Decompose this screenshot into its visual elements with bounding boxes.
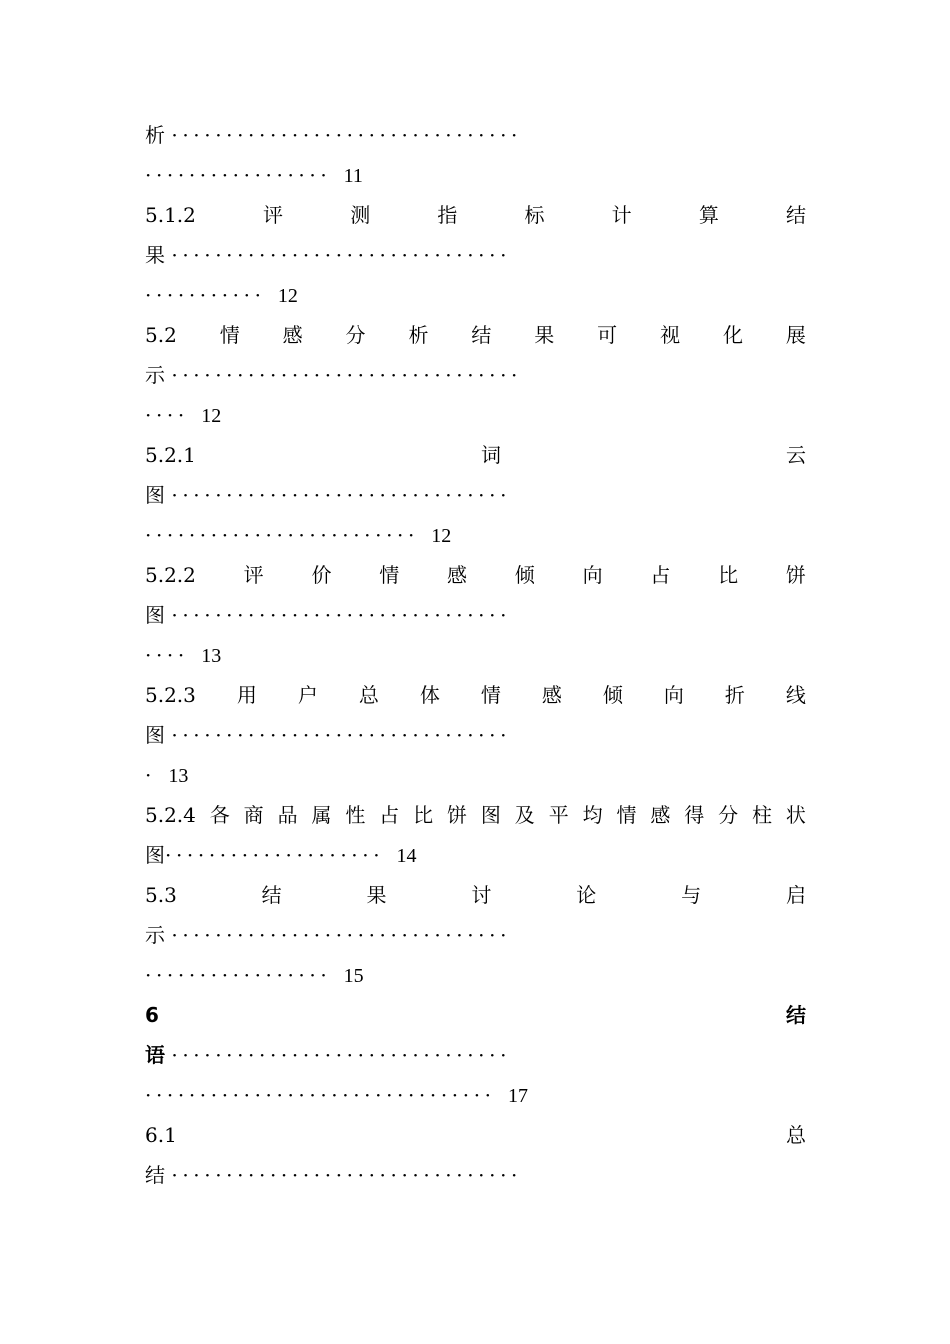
toc-char: 折: [724, 683, 745, 707]
toc-line: [145, 115, 806, 155]
toc-entry-6[interactable]: [145, 995, 806, 1035]
toc-char: 果: [534, 323, 555, 347]
toc-text: 示: [145, 363, 165, 387]
toc-char: 结: [786, 1003, 806, 1027]
toc-line: [145, 1075, 806, 1115]
leader-dots: ·························: [145, 523, 419, 547]
toc-line: [145, 355, 806, 395]
leader-dots: ·······························: [171, 243, 512, 267]
toc-char: 算: [698, 203, 719, 227]
toc-char: 状: [785, 803, 806, 827]
toc-char: 化: [722, 323, 743, 347]
toc-text: 图: [145, 843, 165, 867]
toc-char: 词: [480, 443, 501, 467]
toc-line: [145, 595, 806, 635]
toc-char: 价: [311, 563, 332, 587]
toc-char: 析: [408, 323, 429, 347]
toc-char: 感: [541, 683, 562, 707]
page-number[interactable]: 17: [508, 1085, 528, 1107]
toc-char: 倾: [514, 563, 535, 587]
page-number[interactable]: 12: [277, 285, 298, 307]
toc-char: 分: [345, 323, 366, 347]
toc-char: 感: [650, 803, 671, 827]
toc-char: 性: [345, 803, 366, 827]
toc-char: 总: [358, 683, 379, 707]
leader-dots: ····················: [165, 843, 385, 867]
toc-line: [145, 755, 806, 795]
toc-char: 结: [261, 883, 282, 907]
toc-char: 饼: [447, 803, 468, 827]
toc-char: 线: [785, 683, 806, 707]
toc-char: 与: [681, 883, 702, 907]
toc-text: 结: [145, 1163, 165, 1187]
toc-char: 平: [548, 803, 569, 827]
toc-number: 5.2.3: [145, 683, 196, 707]
page-number[interactable]: 13: [201, 645, 222, 667]
toc-char: 视: [660, 323, 681, 347]
leader-dots: ·······························: [171, 923, 512, 947]
toc-char: 图: [480, 803, 501, 827]
toc-char: 品: [277, 803, 298, 827]
toc-entry-5-1-2[interactable]: [145, 195, 806, 235]
leader-dots: ····: [145, 643, 189, 667]
toc-char: 各: [209, 803, 230, 827]
page-number[interactable]: 15: [343, 965, 364, 987]
toc-char: 柱: [752, 803, 773, 827]
toc-text: 析: [145, 123, 165, 147]
toc-char: 计: [611, 203, 632, 227]
toc-char: 比: [718, 563, 739, 587]
toc-line: [145, 475, 806, 515]
toc-char: 饼: [785, 563, 806, 587]
toc-char: 结: [785, 203, 806, 227]
toc-number: 5.2.4: [145, 803, 196, 827]
toc-char: 属: [311, 803, 332, 827]
toc-entry-5-2[interactable]: [145, 315, 806, 355]
toc-entry-5-2-3[interactable]: [145, 675, 806, 715]
toc-char: 果: [366, 883, 387, 907]
toc-entry-5-3[interactable]: [145, 875, 806, 915]
toc-char: 评: [263, 203, 284, 227]
toc-char: 情: [379, 563, 400, 587]
toc-entry-6-1[interactable]: [145, 1115, 806, 1155]
leader-dots: ································: [171, 123, 522, 147]
toc-number: 6.1: [145, 1123, 177, 1147]
toc-char: 结: [471, 323, 492, 347]
toc-line: [145, 275, 806, 315]
toc-char: 启: [785, 883, 806, 907]
toc-char: 向: [663, 683, 684, 707]
toc-number: 5.1.2: [145, 203, 196, 227]
toc-char: 测: [350, 203, 371, 227]
leader-dots: ·······························: [171, 603, 512, 627]
toc-char: 情: [219, 323, 240, 347]
toc-text: 图: [145, 483, 165, 507]
toc-line: [145, 515, 806, 555]
leader-dots: ···········: [145, 283, 266, 307]
toc-text: 示: [145, 923, 165, 947]
toc-char: 占: [379, 803, 400, 827]
toc-line: [145, 955, 806, 995]
toc-char: 商: [243, 803, 264, 827]
toc-number: 5.2: [145, 323, 177, 347]
leader-dots: ································: [145, 1083, 496, 1107]
toc-char: 得: [684, 803, 705, 827]
leader-dots: ································: [171, 1163, 522, 1187]
page-number[interactable]: 12: [431, 525, 452, 547]
toc-char: 向: [582, 563, 603, 587]
toc-text: 果: [145, 243, 165, 267]
toc-number: 5.2.2: [145, 563, 196, 587]
toc-char: 及: [514, 803, 535, 827]
toc-line: [145, 395, 806, 435]
toc-char: 讨: [471, 883, 492, 907]
toc-char: 情: [616, 803, 637, 827]
leader-dots: ·················: [145, 163, 332, 187]
leader-dots: ·: [145, 763, 156, 787]
toc-line: [145, 1155, 806, 1195]
toc-char: 标: [524, 203, 545, 227]
toc-line: [145, 155, 806, 195]
toc-char: 指: [437, 203, 458, 227]
toc-char: 总: [786, 1123, 806, 1147]
toc-char: 比: [413, 803, 434, 827]
toc-entry-5-2-4[interactable]: [145, 795, 806, 835]
toc-text: 图: [145, 603, 165, 627]
toc-line: [145, 715, 806, 755]
leader-dots: ·······························: [171, 483, 512, 507]
page-number[interactable]: 11: [343, 165, 363, 187]
toc-char: 展: [785, 323, 806, 347]
page-number[interactable]: 12: [201, 405, 222, 427]
toc-char: 评: [243, 563, 264, 587]
toc-char: 用: [236, 683, 257, 707]
toc-number: 5.2.1: [145, 443, 196, 467]
toc-char: 体: [419, 683, 440, 707]
toc-char: 倾: [602, 683, 623, 707]
toc-text: 语: [145, 1043, 165, 1067]
toc-char: 情: [480, 683, 501, 707]
toc-line: [145, 915, 806, 955]
leader-dots: ·······························: [171, 723, 512, 747]
toc-line: [145, 835, 806, 875]
toc-char: 感: [282, 323, 303, 347]
toc-char: 论: [576, 883, 597, 907]
toc-text: 图: [145, 723, 165, 747]
toc-number: 6: [145, 1003, 159, 1027]
toc-entry-5-2-1[interactable]: [145, 435, 806, 475]
toc-char: 云: [785, 443, 806, 467]
page-number[interactable]: 14: [396, 845, 417, 867]
toc-char: 可: [597, 323, 618, 347]
toc-char: 分: [718, 803, 739, 827]
toc-line: [145, 635, 806, 675]
toc-entry-5-2-2[interactable]: [145, 555, 806, 595]
toc-char: 均: [582, 803, 603, 827]
leader-dots: ································: [171, 363, 522, 387]
toc-line: [145, 1035, 806, 1075]
toc-char: 感: [447, 563, 468, 587]
toc-line: [145, 235, 806, 275]
page-number[interactable]: 13: [168, 765, 189, 787]
leader-dots: ·················: [145, 963, 332, 987]
toc-char: 占: [650, 563, 671, 587]
leader-dots: ····: [145, 403, 189, 427]
toc-number: 5.3: [145, 883, 177, 907]
leader-dots: ·······························: [171, 1043, 512, 1067]
toc-char: 户: [297, 683, 318, 707]
